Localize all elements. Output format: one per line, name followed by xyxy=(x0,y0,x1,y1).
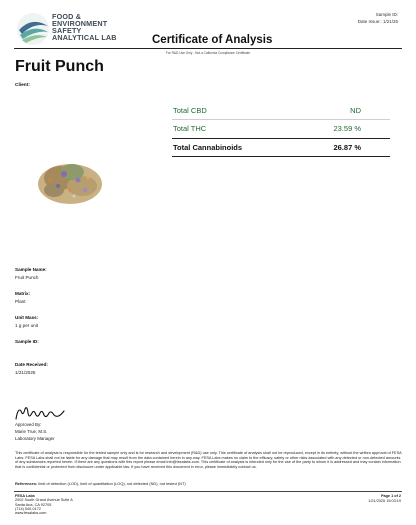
row-divider xyxy=(172,156,390,157)
signature-icon xyxy=(14,403,68,423)
summary-value: 23.59 % xyxy=(333,124,361,133)
unit-mass-value: 1 g per unit xyxy=(15,323,38,328)
footer-company: FESA Labs xyxy=(15,494,35,498)
approved-by-label: Approved By: xyxy=(15,422,42,427)
header-sample-id: Sample ID: xyxy=(375,12,398,17)
page-title: Certificate of Analysis xyxy=(152,34,273,46)
footer-website[interactable]: www.fesalabs.com xyxy=(15,511,47,516)
client-label: Client: xyxy=(15,83,30,88)
matrix-label: Matrix: xyxy=(15,291,31,296)
footer-page-info xyxy=(368,494,401,504)
summary-label: Total Cannabinoids xyxy=(173,143,243,152)
compliance-disclaimer: For R&D Use Only - Not a California Compliance Certificate xyxy=(165,51,251,55)
summary-label: Total CBD xyxy=(173,106,207,115)
footer-address xyxy=(15,494,73,515)
unit-mass-label: Unit Mass: xyxy=(15,315,39,320)
product-name: Fruit Punch xyxy=(15,58,104,75)
matrix-value: Plant xyxy=(15,299,26,304)
summary-label: Total THC xyxy=(173,124,207,133)
summary-row-cbd xyxy=(173,104,389,118)
references-line xyxy=(15,481,186,486)
footer-address-line2: Santa Ana, CA 92705 xyxy=(15,502,52,507)
footer-phone: (714) 540-0172 xyxy=(15,506,41,511)
summary-value: ND xyxy=(350,106,361,115)
footer-divider xyxy=(14,491,402,492)
summary-value: 26.87 % xyxy=(333,143,361,152)
row-divider xyxy=(172,119,390,120)
row-divider xyxy=(172,138,390,139)
footer-timestamp: 1/21/2025 15:03:19 xyxy=(368,499,401,503)
date-received-value: 1/21/2025 xyxy=(15,370,36,375)
logo-line: ENVIRONMENT xyxy=(52,19,108,28)
logo-line: SAFETY xyxy=(52,26,82,35)
date-received-label: Date Received: xyxy=(15,362,48,367)
summary-row-total-cannabinoids xyxy=(173,141,389,155)
legal-disclaimer: This certificate of analysis is responsible for the tested sample only and is for research and development (R&D) use only. This certificate of analysis shall not be reproduced, except in its entirety, without the written approval of FESA Labs. FESA Labs shall not be liable for any damage that may result from the data contained herein in any way. FESA Labs makes no claim to the efficacy, safety or other risks associated with any detected or non-detected amounts of any substances reported herein. If there are any questions with this report please email info@fesalabs.com. This certificate of analysis is intended only for the use of the party to whom it is addressed and may contain information that is confidential or protected from disclosure under applicable law. If you have received this document in error, please immediately contact us. xyxy=(15,451,402,469)
header-date-issue: Date Issue:: 1/21/25 xyxy=(357,19,398,24)
references-label: References: xyxy=(15,481,38,486)
header-divider xyxy=(14,48,402,49)
logo-line: ANALYTICAL LAB xyxy=(52,33,117,42)
approver-role: Laboratory Manager xyxy=(15,436,55,441)
product-photo xyxy=(30,150,110,210)
footer-address-line1: 2002 South Grand Avenue Suite A xyxy=(15,498,73,503)
approver-name: Marie True, M.S. xyxy=(15,429,48,434)
references-text: limit of detection (LOD), limit of quantitation (LOQ), not detected (ND), not tested (NT) xyxy=(37,481,186,486)
sample-name-value: Fruit Punch xyxy=(15,275,39,280)
logo-wordmark xyxy=(52,13,117,41)
sample-id-label: Sample ID: xyxy=(15,339,39,344)
logo-line: FOOD & xyxy=(52,12,82,21)
summary-row-thc xyxy=(173,122,389,136)
sample-name-label: Sample Name: xyxy=(15,267,47,272)
page-number: Page 1 of 2 xyxy=(380,494,401,498)
